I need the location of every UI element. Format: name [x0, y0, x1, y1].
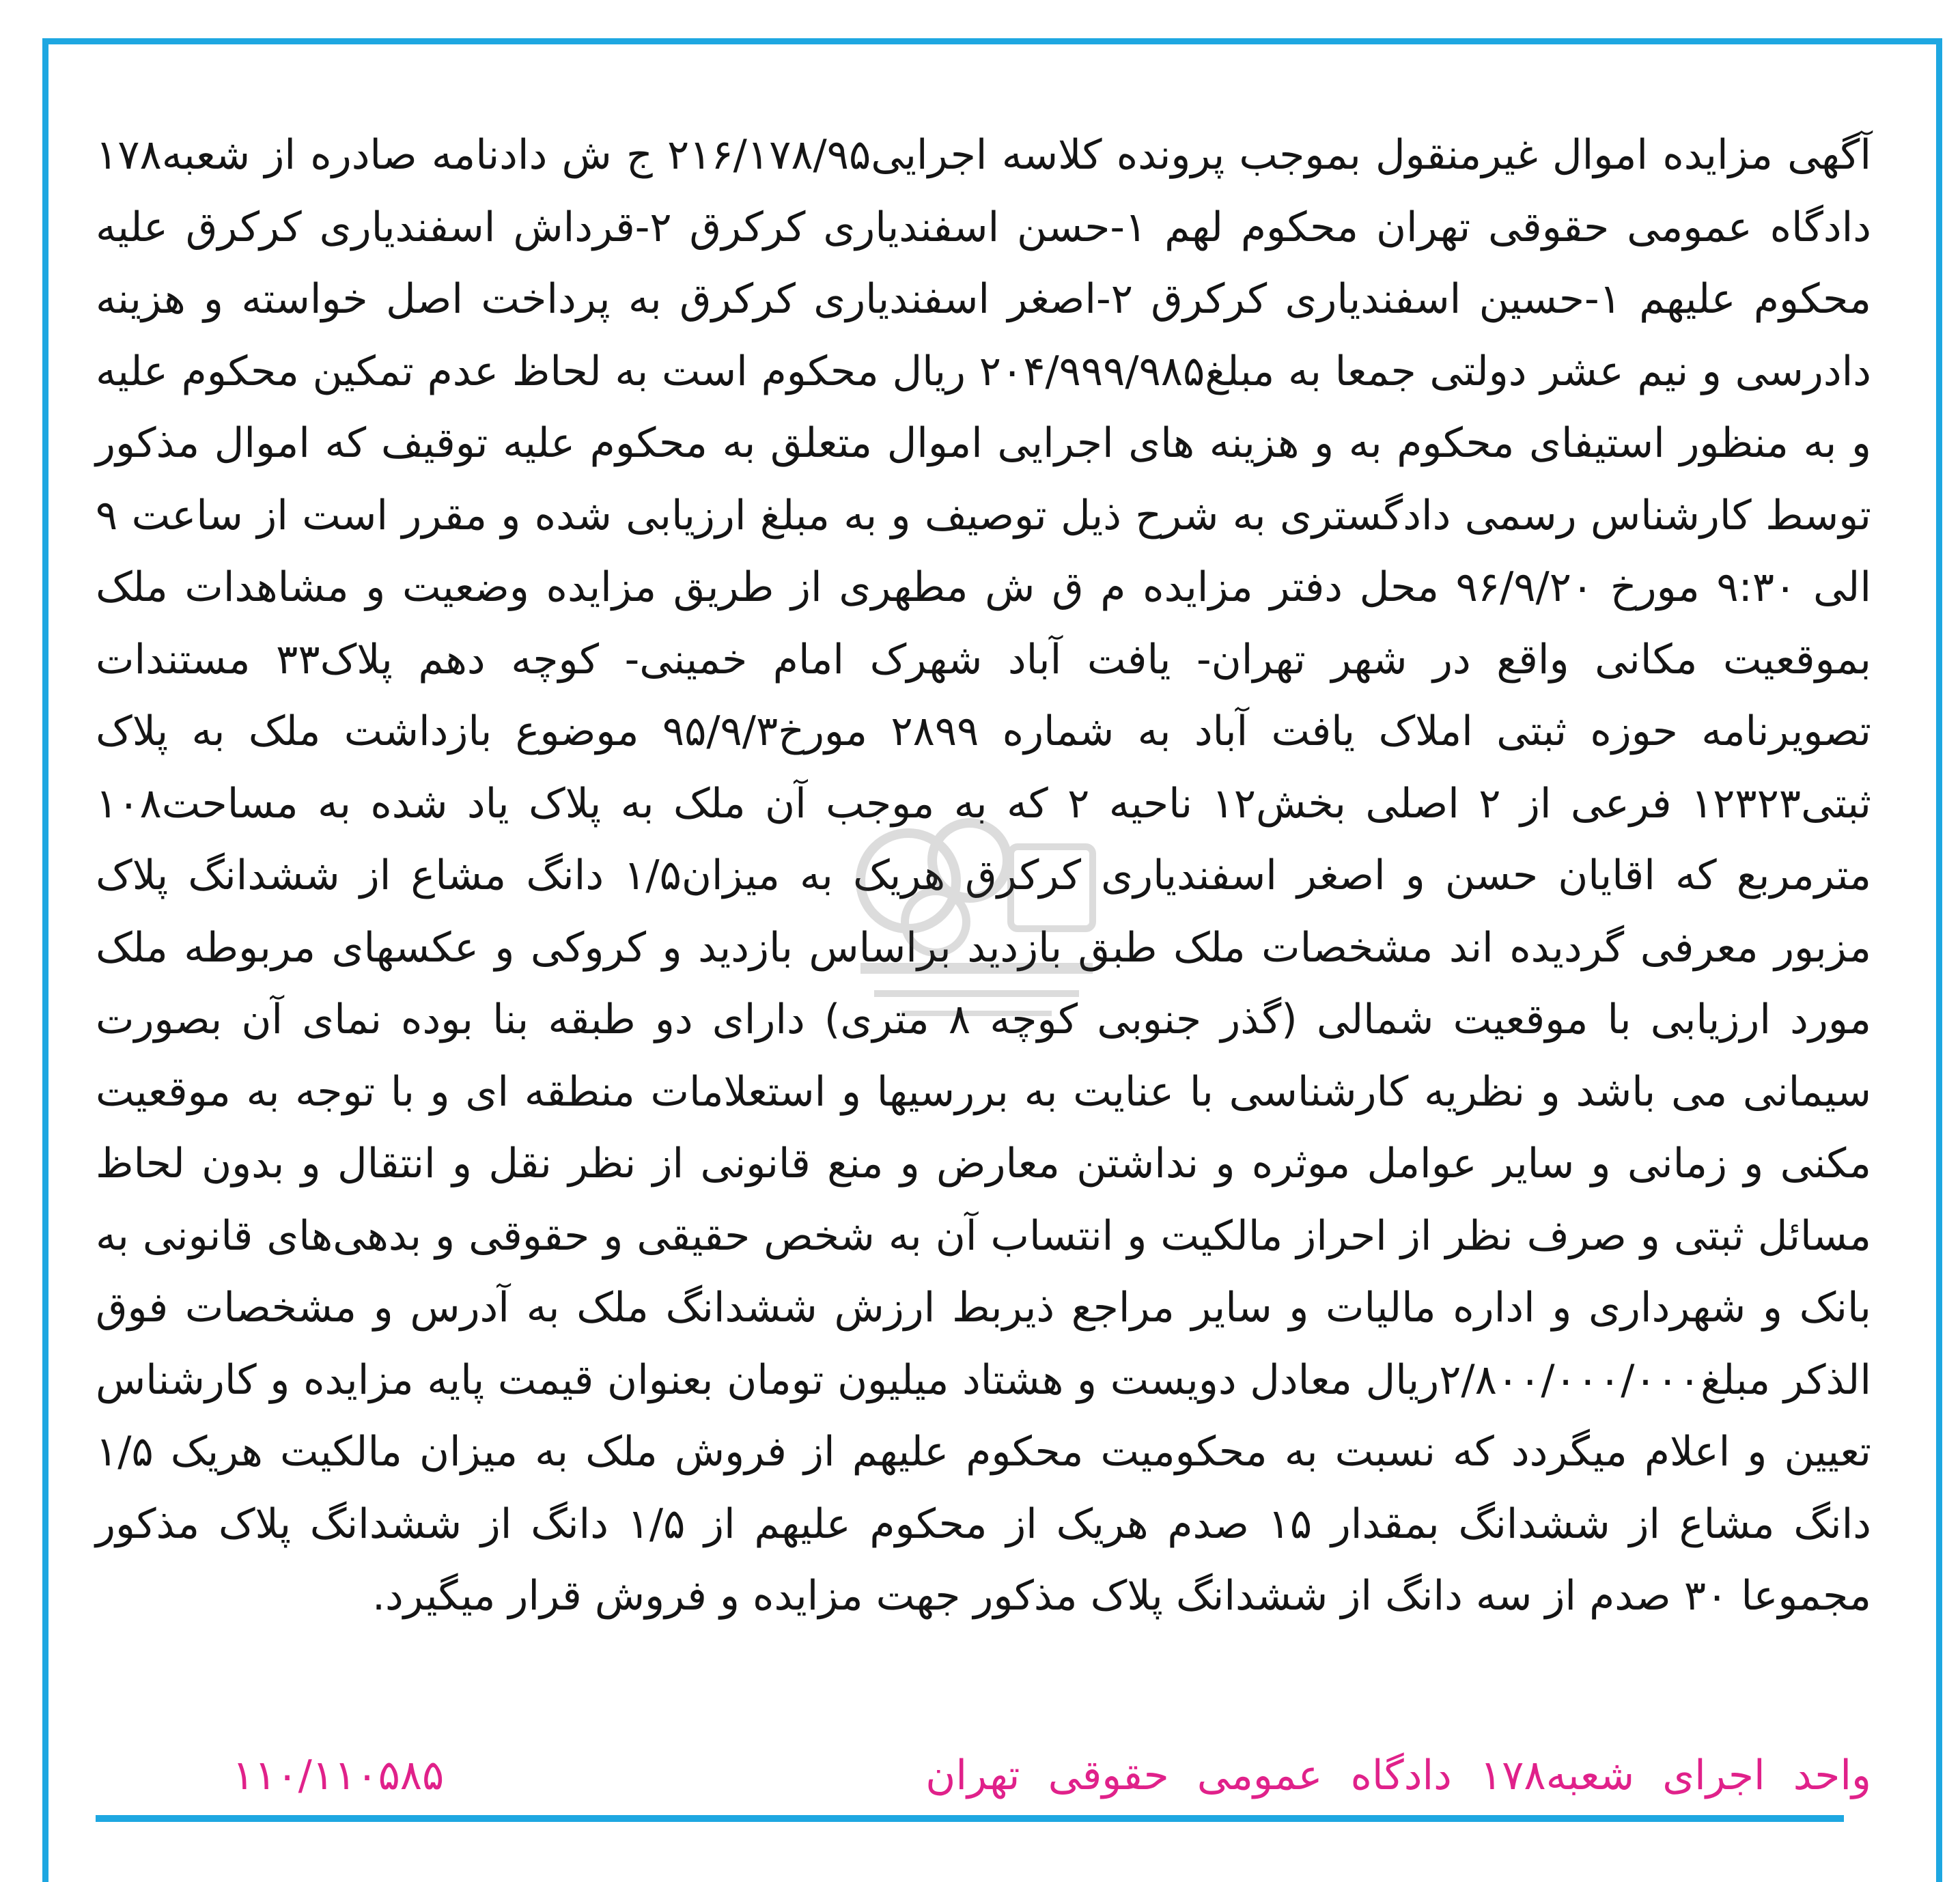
notice-code: ۱۱۰/۱۱۰۵۸۵	[232, 1752, 445, 1799]
watermark-logo-icon	[833, 806, 1120, 1031]
bottom-divider	[96, 1815, 1844, 1822]
notice-footer	[96, 1741, 1871, 1810]
issuer-unit-label: واحد اجرای شعبه۱۷۸ دادگاه عمومی حقوقی تهران	[925, 1752, 1871, 1799]
notice-body-text: آگهی مزایده اموال غیرمنقول بموجب پرونده کلاسه اجرایی۲۱۶/۱۷۸/۹۵ ج ش دادنامه صادره از شعبه۱۷۸ دادگاه عمومی حقوقی تهران محکوم لهم ۱-حسن اسفندیاری کرکرق ۲-قرداش اسفندیاری کرکرق علیه محکوم علیهم ۱-حسین اسفندیاری کرکرق ۲-اصغر اسفندیاری کرکرق به پرداخت اصل خواسته و هزینه دادرسی و نیم عشر دولتی جمعا به مبلغ۲۰۴/۹۹۹/۹۸۵ ریال محکوم است به لحاظ عدم تمکین محکوم علیه و به منظور استیفای محکوم به و هزینه های اجرایی اموال متعلق به محکوم علیه توقیف که اموال مذکور توسط کارشناس رسمی دادگستری به شرح ذیل توصیف و به مبلغ ارزیابی شده و مقرر است از ساعت ۹ الی ۹:۳۰ مورخ ۹۶/۹/۲۰ محل دفتر مزایده م ق ش مطهری از طریق مزایده وضعیت و مشاهدات ملک بموقعیت مکانی واقع در شهر تهران- یافت آباد شهرک امام خمینی- کوچه دهم پلاک۳۳ مستندات تصویرنامه حوزه ثبتی املاک یافت آباد به شماره ۲۸۹۹ مورخ۹۵/۹/۳ موضوع بازداشت ملک به پلاک ثبتی۱۲۳۲۳ فرعی از ۲ اصلی بخش۱۲ ناحیه ۲ که به موجب آن ملک به پلاک یاد شده به مساحت۱۰۸ مترمربع که اقایان حسن و اصغر اسفندیاری کرکرق هریک به میزان۱/۵ دانگ مشاع از ششدانگ پلاک مزبور معرفی گردیده اند مشخصات ملک طبق بازدید براساس بازدید و کروکی و عکسهای مربوطه ملک مورد ارزیابی با موقعیت شمالی (گذر جنوبی کوچه ۸ متری) دارای دو طبقه بنا بوده نمای آن بصورت سیمانی می باشد و نظریه کارشناسی با عنایت به بررسیها و استعلامات منطقه ای و با توجه به موقعیت مکنی و زمانی و سایر عوامل موثره و نداشتن معارض و منع قانونی از نظر نقل و انتقال و بدون لحاظ مسائل ثبتی و صرف نظر از احراز مالکیت و انتساب آن به شخص حقیقی و حقوقی و بدهی‌های قانونی به بانک و شهرداری و اداره مالیات و سایر مراجع ذیربط ارزش ششدانگ ملک به آدرس و مشخصات فوق الذکر مبلغ۲/۸۰۰/۰۰۰/۰۰۰ریال معادل دویست و هشتاد میلیون تومان بعنوان قیمت پایه مزایده و کارشناس تعیین و اعلام میگردد که نسبت به محکومیت محکوم علیهم از فروش ملک به میزان مالکیت هریک ۱/۵ دانگ مشاع از ششدانگ بمقدار ۱۵ صدم هریک از محکوم علیهم از ۱/۵ دانگ از ششدانگ پلاک مذکور مجموعا ۳۰ صدم از سه دانگ از ششدانگ پلاک مذکور جهت مزایده و فروش قرار میگیرد.	[96, 131, 1872, 1620]
